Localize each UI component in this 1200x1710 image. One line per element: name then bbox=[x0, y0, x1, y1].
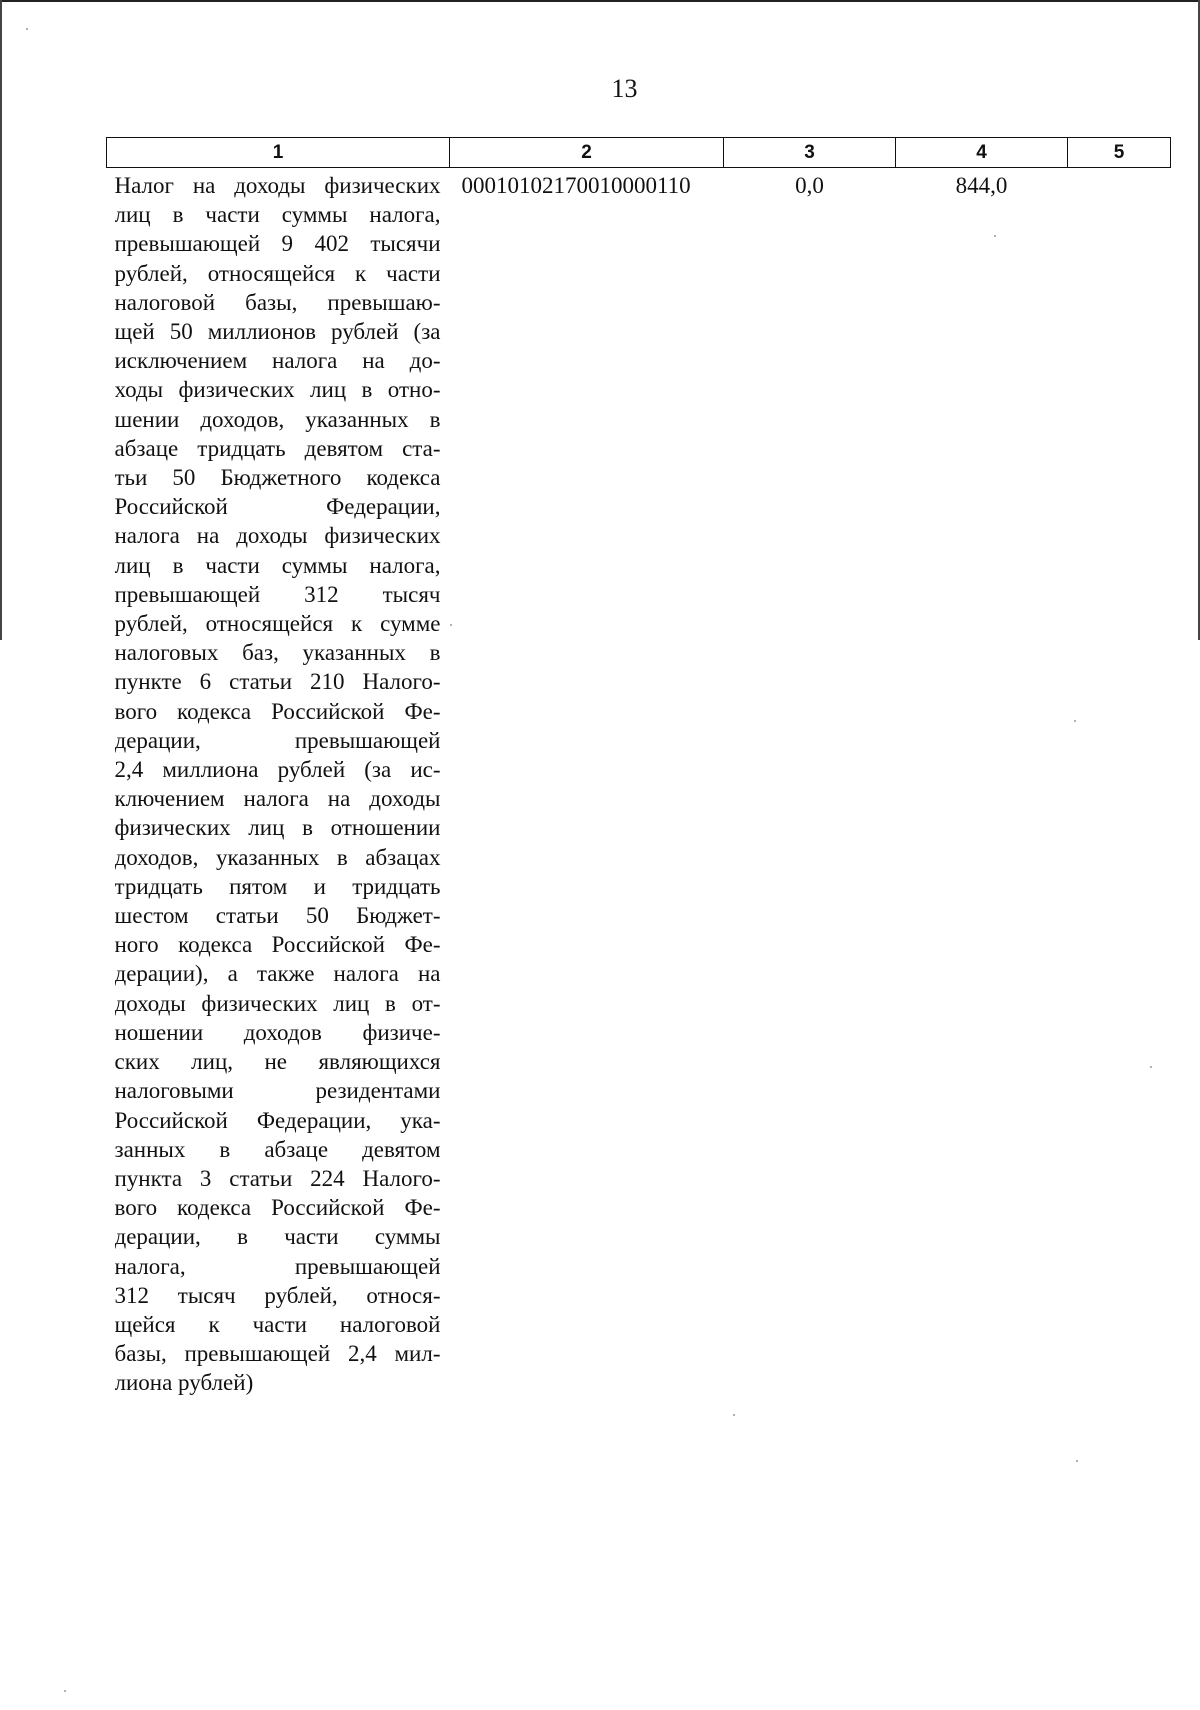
description-line: ношении доходов физиче- bbox=[114, 1019, 441, 1045]
description-line: Налог на доходы физических bbox=[114, 173, 441, 198]
page-number: 13 bbox=[611, 74, 638, 103]
description-line: налоговых баз, указанных в bbox=[114, 640, 441, 666]
description-line: щейся к части налоговой bbox=[114, 1311, 441, 1337]
description-line: доходов, указанных в абзацах bbox=[114, 844, 441, 870]
description-line: физических лиц в отношении bbox=[114, 815, 441, 841]
column-header-5: 5 bbox=[1068, 138, 1171, 168]
description-line: тьи 50 Бюджетного кодекса bbox=[114, 465, 441, 491]
description-line: налоговой базы, превышаю- bbox=[114, 289, 441, 315]
column-4-value: 844,0 bbox=[955, 173, 1008, 198]
description-line: дерации), а также налога на bbox=[114, 961, 441, 987]
scan-speck bbox=[26, 28, 28, 30]
description-line: шении доходов, указанных в bbox=[114, 406, 441, 432]
scan-speck bbox=[1150, 1066, 1152, 1068]
budget-code-cell: 00010102170010000110 bbox=[461, 173, 691, 198]
description-line: ских лиц, не являющихся bbox=[114, 1049, 441, 1075]
description-line: ключением налога на доходы bbox=[114, 786, 441, 812]
description-line: налоговыми резидентами bbox=[114, 1078, 441, 1104]
description-line: лиона рублей) bbox=[114, 1370, 254, 1396]
description-line: Российской Федерации, ука- bbox=[114, 1107, 441, 1133]
scan-speck bbox=[733, 1414, 735, 1416]
description-line: 312 тысяч рублей, относя- bbox=[114, 1282, 441, 1308]
description-line: тридцать пятом и тридцать bbox=[114, 873, 441, 899]
description-line: превышающей 312 тысяч bbox=[114, 581, 441, 607]
description-line: щей 50 миллионов рублей (за bbox=[114, 319, 441, 345]
description-line: лиц в части суммы налога, bbox=[114, 202, 441, 228]
column-5-value bbox=[1068, 168, 1171, 1398]
description-line: рублей, относящейся к сумме bbox=[114, 611, 441, 637]
description-line: налога на доходы физических bbox=[114, 523, 441, 549]
scan-speck bbox=[1076, 1460, 1078, 1462]
description-line: 2,4 миллиона рублей (за ис- bbox=[114, 757, 441, 783]
description-line: шестом статьи 50 Бюджет- bbox=[114, 903, 441, 929]
description-lines bbox=[115, 171, 441, 1398]
column-header-2: 2 bbox=[450, 138, 724, 168]
description-line: ного кодекса Российской Фе- bbox=[114, 932, 441, 958]
column-header-1: 1 bbox=[107, 138, 450, 168]
column-3-value: 0,0 bbox=[795, 173, 824, 198]
description-line: дерации, превышающей bbox=[114, 727, 441, 753]
description-line: доходы физических лиц в от- bbox=[114, 990, 441, 1016]
description-line: исключением налога на до- bbox=[114, 348, 441, 374]
scan-edge-top bbox=[0, 0, 1200, 2]
budget-table bbox=[106, 137, 1171, 1398]
scan-speck bbox=[450, 624, 452, 626]
scan-speck bbox=[1074, 720, 1076, 722]
description-line: дерации, в части суммы bbox=[114, 1224, 441, 1250]
description-line: пункта 3 статьи 224 Налого- bbox=[114, 1165, 441, 1191]
description-line: Российской Федерации, bbox=[114, 494, 441, 520]
description-line: ходы физических лиц в отно- bbox=[114, 377, 441, 403]
table-header-row bbox=[107, 138, 1171, 168]
scan-speck bbox=[64, 1690, 66, 1692]
column-header-4: 4 bbox=[896, 138, 1068, 168]
scan-speck bbox=[994, 235, 996, 237]
description-line: налога, превышающей bbox=[114, 1253, 441, 1279]
description-line: базы, превышающей 2,4 мил- bbox=[114, 1341, 441, 1367]
table-row bbox=[107, 168, 1171, 1398]
description-line: лиц в части суммы налога, bbox=[114, 552, 441, 578]
description-line: вого кодекса Российской Фе- bbox=[114, 698, 441, 724]
description-line: вого кодекса Российской Фе- bbox=[114, 1195, 441, 1221]
description-line: превышающей 9 402 тысячи bbox=[114, 231, 441, 257]
column-header-3: 3 bbox=[724, 138, 896, 168]
description-line: абзаце тридцать девятом ста- bbox=[114, 435, 441, 461]
description-line: занных в абзаце девятом bbox=[114, 1136, 441, 1162]
description-line: рублей, относящейся к части bbox=[114, 260, 441, 286]
description-line: пункте 6 статьи 210 Налого- bbox=[114, 669, 441, 695]
income-description-cell bbox=[107, 168, 450, 1398]
